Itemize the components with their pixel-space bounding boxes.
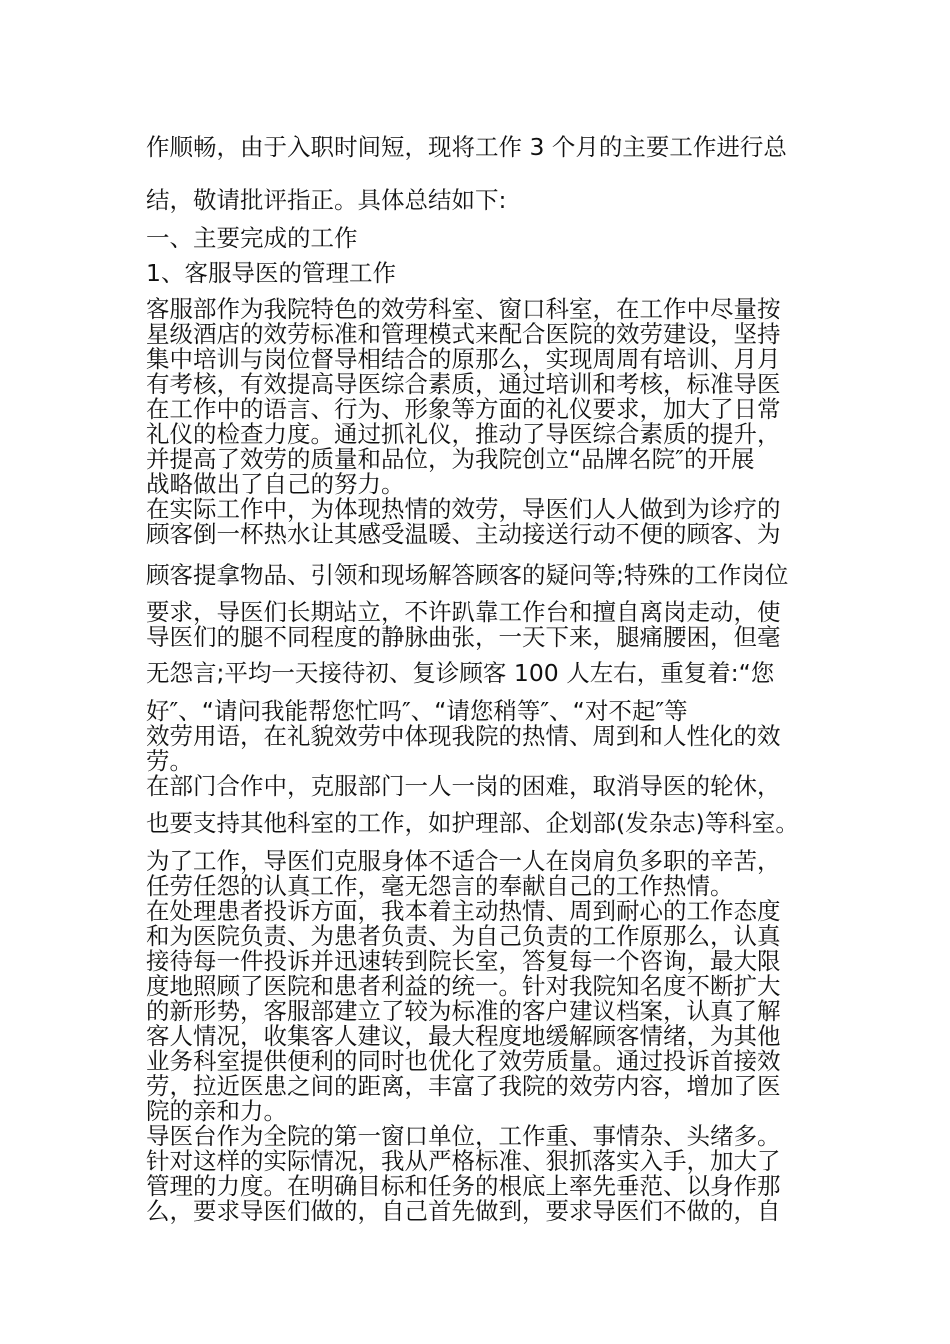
text-line: 和为医院负责、为患者负责、为自己负责的工作原那么，认真 bbox=[146, 922, 781, 950]
text-line: 在处理患者投诉方面，我本着主动热情、周到耐心的工作态度 bbox=[146, 897, 781, 925]
text-line: 顾客倒一杯热水让其感受温暖、主动接送行动不便的顾客、为 bbox=[146, 520, 781, 548]
text-line: 礼仪的检查力度。通过抓礼仪，推动了导医综合素质的提升， bbox=[146, 420, 781, 448]
text-line: 任劳任怨的认真工作，毫无怨言的奉献自己的工作热情。 bbox=[146, 872, 734, 900]
text-line: 有考核，有效提高导医综合素质，通过培训和考核，标准导医 bbox=[146, 370, 781, 398]
text-line: 针对这样的实际情况，我从严格标准、狠抓落实入手，加大了 bbox=[146, 1147, 781, 1175]
text-line: 为了工作，导医们克服身体不适合一人在岗肩负多职的辛苦， bbox=[146, 847, 781, 875]
text-line: 导医们的腿不同程度的静脉曲张，一天下来，腿痛腰困，但毫 bbox=[146, 623, 781, 651]
text-line: 集中培训与岗位督导相结合的原那么，实现周周有培训、月月 bbox=[146, 345, 781, 373]
text-line: 顾客提拿物品、引领和现场解答顾客的疑问等;特殊的工作岗位 bbox=[146, 561, 789, 589]
subsection-heading: 1、客服导医的管理工作 bbox=[146, 259, 396, 287]
text-line: 么，要求导医们做的，自己首先做到，要求导医们不做的，自 bbox=[146, 1197, 781, 1225]
text-line: 在工作中的语言、行为、形象等方面的礼仪要求，加大了日常 bbox=[146, 395, 781, 423]
text-line: 接待每一件投诉并迅速转到院长室，答复每一个咨询，最大限 bbox=[146, 947, 781, 975]
text-line: 并提高了效劳的质量和品位，为我院创立“品牌名院″的开展 bbox=[146, 445, 755, 473]
text-line: 无怨言;平均一天接待初、复诊顾客 100 人左右，重复着:“您 bbox=[146, 659, 775, 687]
text-line: 劳。 bbox=[146, 747, 193, 775]
text-line: 要求，导医们长期站立，不许趴靠工作台和擅自离岗走动，使 bbox=[146, 598, 781, 626]
text-line: 也要支持其他科室的工作，如护理部、企划部(发杂志)等科室。 bbox=[146, 809, 799, 837]
text-line: 院的亲和力。 bbox=[146, 1097, 287, 1125]
text-line: 好″、“请问我能帮您忙吗″、“请您稍等″、“对不起″等 bbox=[146, 697, 688, 725]
text-line: 在部门合作中，克服部门一人一岗的困难，取消导医的轮休， bbox=[146, 772, 781, 800]
text-line: 作顺畅，由于入职时间短，现将工作 3 个月的主要工作进行总 bbox=[146, 133, 787, 161]
text-line: 度地照顾了医院和患者利益的统一。针对我院知名度不断扩大 bbox=[146, 972, 781, 1000]
text-line: 导医台作为全院的第一窗口单位，工作重、事情杂、头绪多。 bbox=[146, 1122, 781, 1150]
text-line: 在实际工作中，为体现热情的效劳，导医们人人做到为诊疗的 bbox=[146, 495, 781, 523]
text-line: 战略做出了自己的努力。 bbox=[146, 470, 405, 498]
text-line: 星级酒店的效劳标准和管理模式来配合医院的效劳建设，坚持 bbox=[146, 320, 781, 348]
text-line: 劳，拉近医患之间的距离，丰富了我院的效劳内容，增加了医 bbox=[146, 1072, 781, 1100]
text-line: 结，敬请批评指正。具体总结如下: bbox=[146, 186, 507, 214]
text-line: 管理的力度。在明确目标和任务的根底上率先垂范、以身作那 bbox=[146, 1172, 781, 1200]
section-heading: 一、主要完成的工作 bbox=[146, 224, 358, 252]
text-line: 业务科室提供便利的同时也优化了效劳质量。通过投诉首接效 bbox=[146, 1047, 781, 1075]
text-line: 客服部作为我院特色的效劳科室、窗口科室，在工作中尽量按 bbox=[146, 295, 781, 323]
text-line: 客人情况，收集客人建议，最大程度地缓解顾客情绪，为其他 bbox=[146, 1022, 781, 1050]
text-line: 的新形势，客服部建立了较为标准的客户建议档案，认真了解 bbox=[146, 997, 781, 1025]
text-line: 效劳用语，在礼貌效劳中体现我院的热情、周到和人性化的效 bbox=[146, 722, 781, 750]
